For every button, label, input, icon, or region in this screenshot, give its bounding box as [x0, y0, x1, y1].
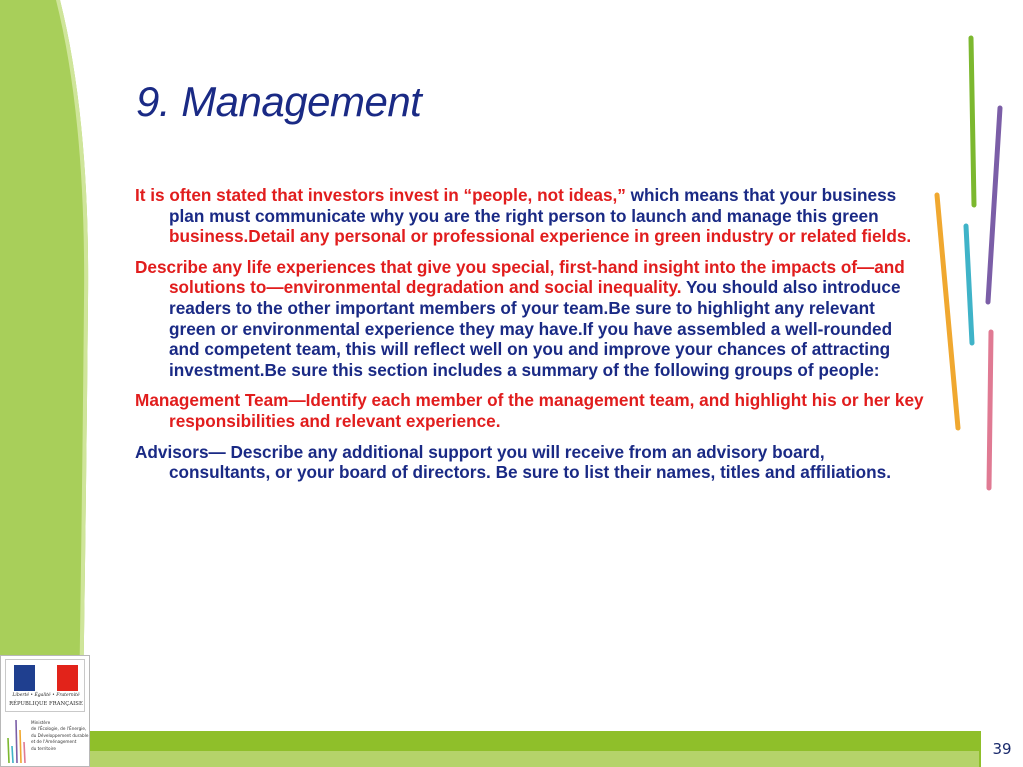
logo-republic: RÉPUBLIQUE FRANÇAISE	[9, 701, 83, 707]
footer-bar	[0, 731, 1023, 767]
ministry-line: du Développement durable	[31, 732, 89, 738]
highlighted-text: Describe any life experiences that give you special, first-hand insight into the impacts of—and solutions to—environmental degradation and social inequality.	[135, 256, 905, 298]
paragraph	[135, 442, 925, 483]
paragraph	[135, 257, 925, 381]
ministry-line: Ministère	[31, 720, 51, 725]
orange-stick	[937, 195, 958, 428]
paragraph	[135, 390, 925, 431]
green-stick	[971, 38, 974, 205]
ministry-line: du territoire	[31, 745, 56, 751]
slide-title: 9. Management	[136, 78, 422, 125]
left-green-band	[0, 0, 90, 767]
ministry-line: et de l'Aménagement	[31, 739, 77, 745]
ministry-logo	[0, 655, 90, 767]
decorative-sticks	[925, 30, 1005, 500]
page-number: 39	[979, 731, 1023, 767]
ministry-lines-icon	[5, 716, 29, 764]
pink-stick	[989, 332, 991, 488]
body-text-segment: which means that your business plan must communicate why you are the right person to launch and manage this green	[169, 185, 897, 226]
highlighted-text: business.Detail any personal or professional experience in green industry or related fields.	[169, 226, 912, 247]
body-text	[135, 185, 925, 493]
logo-motto: Liberté • Égalité • Fraternité	[12, 693, 80, 698]
teal-stick	[966, 226, 972, 343]
paragraph	[135, 185, 925, 247]
highlighted-text: It is often stated that investors invest in “people, not ideas,”	[135, 185, 626, 205]
body-text-segment: You should also introduce readers to the other important members of your team.Be sure to highlight any relevant green or environmental experience they may have.If you have assembled a well-rounded and competent team, this will reflect well on you and improve your chances of attracting investment.Be sure this section includes a summary of the following groups of people:	[169, 277, 901, 380]
purple-stick	[988, 108, 1000, 302]
ministry-name	[31, 720, 89, 752]
ministry-line: de l'Écologie, de l'Énergie,	[31, 726, 87, 732]
marianne-flag-icon	[14, 665, 78, 691]
highlighted-text: Management Team—Identify each member of the management team, and highlight his or her key responsibilities and relevant experience.	[135, 390, 924, 431]
body-text-segment: Advisors— Describe any additional support you will receive from an advisory board, consultants, or your board of directors. Be sure to list their names, titles and affiliations.	[135, 441, 892, 483]
republique-francaise-logo	[5, 659, 85, 712]
